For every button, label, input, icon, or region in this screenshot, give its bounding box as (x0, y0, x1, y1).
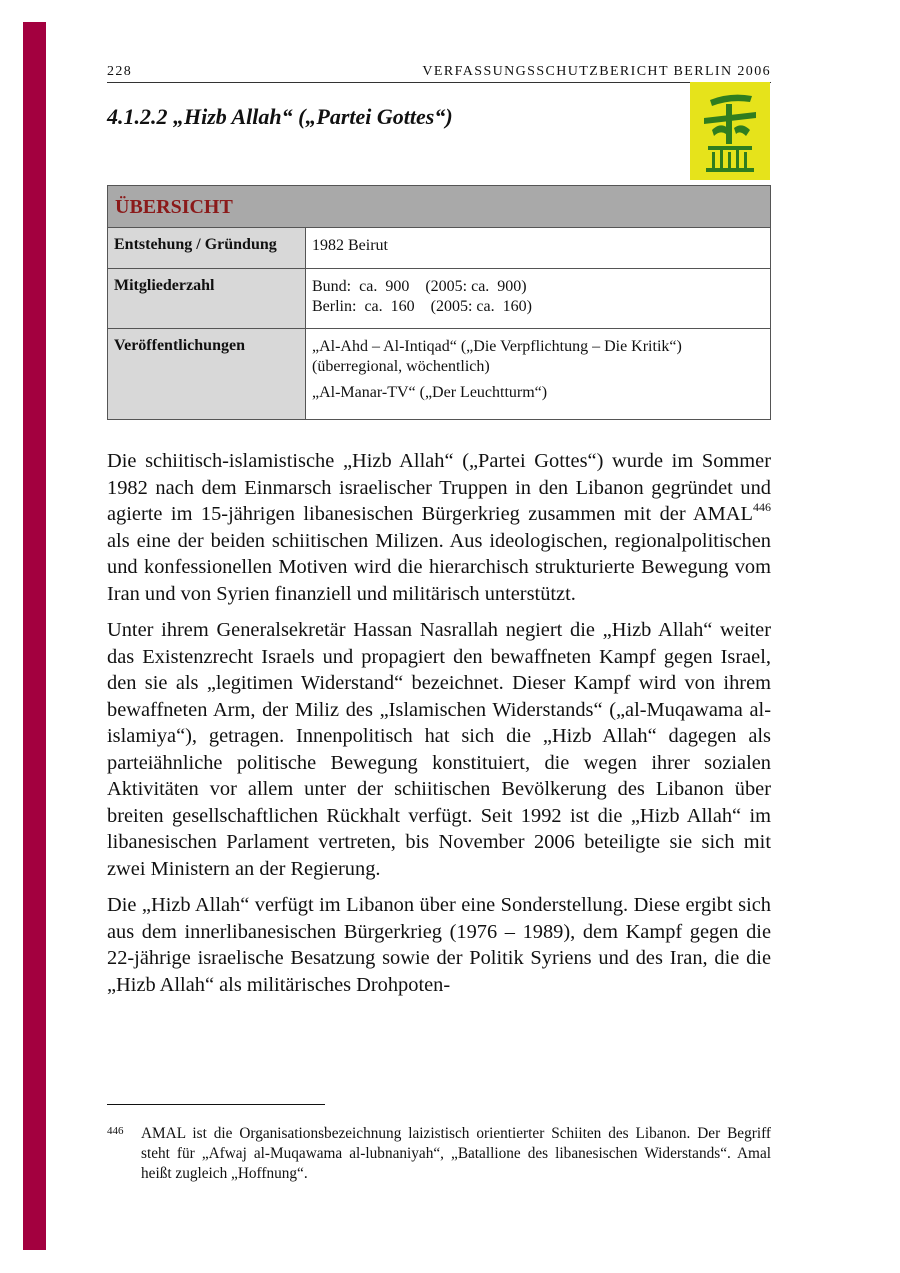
members-value (306, 269, 771, 329)
table-row-publications (108, 329, 771, 420)
publications-value (306, 329, 771, 420)
footnote-number: 446 (107, 1125, 124, 1137)
margin-color-bar (23, 22, 46, 1250)
running-title: VERFASSUNGSSCHUTZBERICHT BERLIN 2006 (422, 64, 771, 79)
page-number: 228 (107, 64, 133, 79)
footnote (107, 1124, 771, 1184)
section-heading: 4.1.2.2 „Hizb Allah“ („Partei Gottes“) (107, 104, 453, 129)
publication-al-ahd: „Al-Ahd – Al-Intiqad“ („Die Verpflichtung – Die Kritik“) (überregional, wöchentlich) (312, 338, 682, 375)
table-row-members (108, 269, 771, 329)
publications-label: Veröffentlichungen (108, 329, 306, 420)
paragraph-1-text: Die schiitisch-islamistische „Hizb Allah“ („Partei Gottes“) wurde im Sommer 1982 nach dem Einmarsch israelischer Truppen in den Libanon gegründet und agierte im 15-jährigen libanesischen Bürgerkrieg zusammen mit der AMAL (107, 450, 771, 525)
paragraph-1-text-cont: als eine der beiden schiitischen Milizen. Aus ideologischen, regionalpolitischen und konfessionellen Motiven wird die hierarchisch strukturierte Bewegung vom Iran und von Syrien finanziell und militärisch unterstützt. (107, 529, 771, 605)
members-berlin: Berlin: ca. 160 (2005: ca. 160) (312, 298, 532, 315)
overview-table-title: ÜBERSICHT (108, 186, 771, 228)
founding-label: Entstehung / Gründung (108, 228, 306, 269)
publication-al-manar: „Al-Manar-TV“ („Der Leuchtturm“) (312, 384, 548, 401)
founding-value: 1982 Beirut (306, 228, 771, 269)
members-label: Mitgliederzahl (108, 269, 306, 329)
footnote-reference: 446 (753, 500, 771, 514)
running-header (107, 62, 771, 83)
paragraph-1 (107, 448, 771, 607)
overview-table (107, 185, 771, 420)
flag-emblem-icon (690, 82, 770, 180)
paragraph-3: Die „Hizb Allah“ verfügt im Libanon über eine Sonderstellung. Diese ergibt sich aus dem innerlibanesischen Bürgerkrieg (1976 – 1989), dem Kampf gegen die 22-jährige israelische Besatzung sowie der Politik Syriens und des Iran, die die „Hizb Allah“ als militärisches Drohpoten- (107, 894, 771, 996)
body-text (107, 448, 771, 1008)
table-row-founding (108, 228, 771, 269)
footnote-separator (107, 1104, 325, 1105)
members-federal: Bund: ca. 900 (2005: ca. 900) (312, 278, 527, 295)
footnote-text: AMAL ist die Organisationsbezeichnung laizistisch orientierter Schiiten des Libanon. Der Begriff steht für „Afwaj al-Muqawama al-lubnaniyah“, „Batallione des libanesischen Widerstands“. Amal heißt zugleich „Hoffnung“. (141, 1125, 771, 1182)
paragraph-2: Unter ihrem Generalsekretär Hassan Nasrallah negiert die „Hizb Allah“ weiter das Existenzrecht Israels und propagiert den bewaffneten Kampf gegen Israel, den sie als „legitimen Widerstand“ bezeichnet. Dieser Kampf wird von ihrem bewaffneten Arm, der Miliz des „Islamischen Widerstands“ („al-Muqawama al-islamiya“), getragen. Innenpolitisch hat sich die „Hizb Allah“ dagegen als parteiähnliche politische Bewegung konstituiert, die wegen ihrer sozialen Aktivitäten vor allem unter der schiitischen Bevölkerung des Libanon über breiten gesellschaftlichen Rückhalt verfügt. Seit 1992 ist die „Hizb Allah“ im libanesischen Parlament vertreten, bis November 2006 beteiligte sie sich mit zwei Ministern an der Regierung. (107, 619, 771, 880)
organization-logo-image (690, 82, 770, 180)
